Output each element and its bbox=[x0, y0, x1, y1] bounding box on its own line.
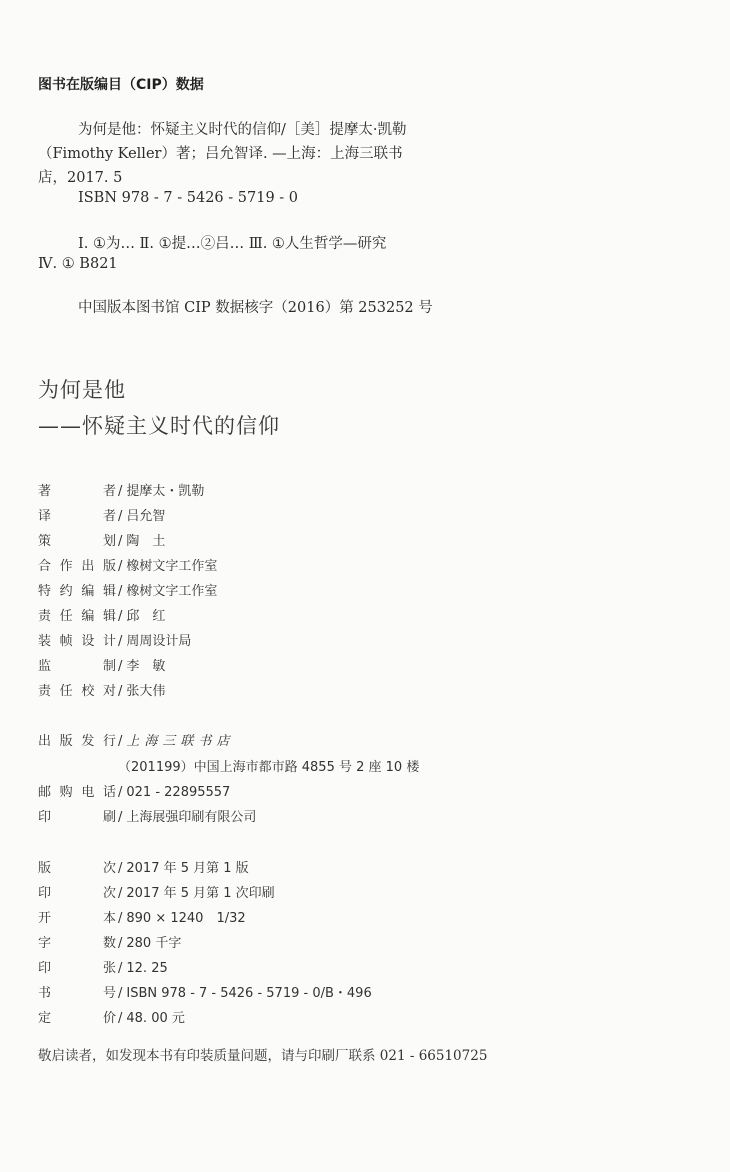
credit-planner: 策划 / 陶 土 bbox=[38, 534, 166, 549]
credit-author: 著者 / 提摩太・凯勒 bbox=[38, 484, 205, 499]
cip-author-line: （Fimothy Keller）著；吕允智译. —上海：上海三联书 bbox=[38, 146, 403, 162]
spec-price: 定价 / 48. 00 元 bbox=[38, 1011, 185, 1026]
credit-supervisor: 监制 / 李 敏 bbox=[38, 659, 166, 674]
credit-translator: 译者 / 吕允智 bbox=[38, 509, 166, 524]
publisher-logo: 上海三联书店 bbox=[126, 734, 235, 749]
publisher-line: 出版发行 / 上海三联书店 bbox=[38, 734, 235, 749]
spec-edition: 版次 / 2017 年 5 月第 1 版 bbox=[38, 861, 249, 876]
spec-word-count: 字数 / 280 千字 bbox=[38, 936, 182, 951]
printer-line: 印刷 / 上海展强印刷有限公司 bbox=[38, 810, 257, 825]
credit-responsible-editor: 责任编辑 / 邱 红 bbox=[38, 609, 166, 624]
reader-notice: 敬启读者，如发现本书有印装质量问题，请与印刷厂联系 021 - 66510725 bbox=[38, 1048, 488, 1064]
credit-copublisher: 合作出版 / 橡树文字工作室 bbox=[38, 559, 218, 574]
cip-title-line: 为何是他：怀疑主义时代的信仰/［美］提摩太·凯勒 bbox=[78, 122, 407, 138]
cip-subject-line2: Ⅳ. ① B821 bbox=[38, 256, 118, 272]
spec-format: 开本 / 890 × 1240 1/32 bbox=[38, 911, 246, 926]
cip-verification: 中国版本图书馆 CIP 数据核字（2016）第 253252 号 bbox=[78, 300, 433, 316]
cip-subject-line1: Ⅰ. ①为… Ⅱ. ①提…②吕… Ⅲ. ①人生哲学—研究 bbox=[78, 236, 387, 252]
credit-proofreader: 责任校对 / 张大伟 bbox=[38, 684, 166, 699]
cip-publisher-line: 店，2017. 5 bbox=[38, 170, 123, 186]
book-title: 为何是他 bbox=[38, 378, 126, 402]
spec-sheets: 印张 / 12. 25 bbox=[38, 961, 168, 976]
spec-isbn: 书号 / ISBN 978 - 7 - 5426 - 5719 - 0/B・496 bbox=[38, 986, 372, 1001]
mail-order-phone: 邮购电话 / 021 - 22895557 bbox=[38, 785, 231, 800]
spec-printing: 印次 / 2017 年 5 月第 1 次印刷 bbox=[38, 886, 275, 901]
publisher-address: （201199）中国上海市都市路 4855 号 2 座 10 楼 bbox=[118, 760, 420, 775]
book-subtitle: ——怀疑主义时代的信仰 bbox=[38, 414, 280, 438]
credit-special-editor: 特约编辑 / 橡树文字工作室 bbox=[38, 584, 218, 599]
credit-cover-design: 装帧设计 / 周周设计局 bbox=[38, 634, 192, 649]
cip-isbn: ISBN 978 - 7 - 5426 - 5719 - 0 bbox=[78, 190, 299, 206]
cip-heading: 图书在版编目（CIP）数据 bbox=[38, 77, 204, 93]
